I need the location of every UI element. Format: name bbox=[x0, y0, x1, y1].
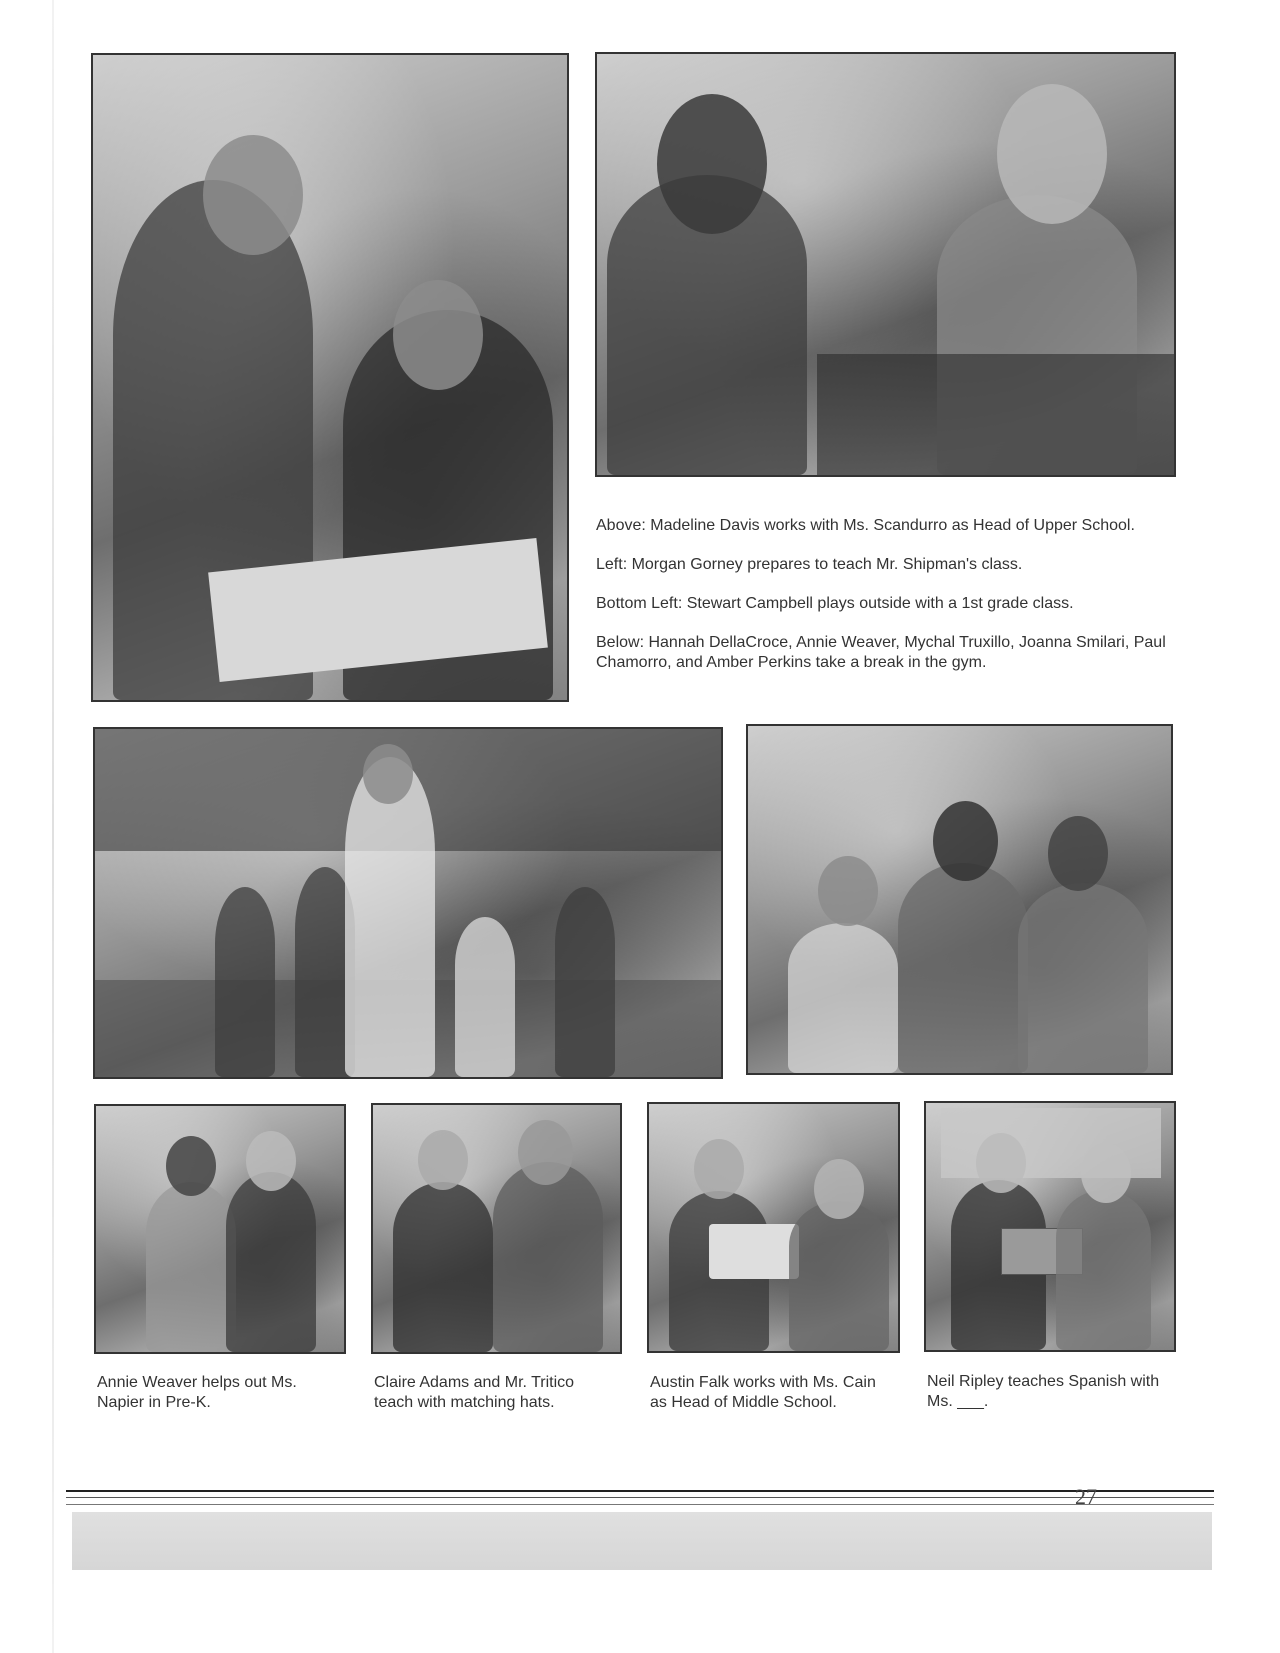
photo-neil-ripley bbox=[924, 1101, 1176, 1352]
photo-two-women-at-desk bbox=[595, 52, 1176, 477]
caption-bottom-left: Bottom Left: Stewart Campbell plays outside with a 1st grade class. bbox=[596, 595, 1074, 612]
photo-outside-with-children bbox=[93, 727, 723, 1079]
photo-austin-falk bbox=[647, 1102, 900, 1353]
footer-bar bbox=[72, 1512, 1212, 1570]
photo-two-men-at-desk bbox=[91, 53, 569, 702]
photo-annie-weaver bbox=[94, 1104, 346, 1354]
caption-claire-adams: Claire Adams and Mr. Tritico teach with matching hats. bbox=[374, 1374, 575, 1411]
footer-rule-bottom bbox=[66, 1504, 1214, 1505]
caption-neil-ripley: Neil Ripley teaches Spanish with Ms. ___. bbox=[927, 1373, 1160, 1410]
page-binding-edge bbox=[52, 0, 54, 1653]
footer-rule-middle bbox=[66, 1497, 1214, 1498]
page-number: 27 bbox=[1075, 1484, 1097, 1509]
footer-rule-top bbox=[66, 1490, 1214, 1492]
caption-left: Left: Morgan Gorney prepares to teach Mr. Shipman's class. bbox=[596, 556, 1023, 573]
caption-annie-weaver: Annie Weaver helps out Ms. Napier in Pre-K. bbox=[97, 1374, 297, 1411]
photo-students-in-gym bbox=[746, 724, 1173, 1075]
caption-austin-falk: Austin Falk works with Ms. Cain as Head of Middle School. bbox=[650, 1374, 876, 1411]
photo-claire-adams bbox=[371, 1103, 622, 1354]
top-captions bbox=[596, 516, 1196, 692]
caption-above: Above: Madeline Davis works with Ms. Scandurro as Head of Upper School. bbox=[596, 517, 1135, 534]
caption-below: Below: Hannah DellaCroce, Annie Weaver, Mychal Truxillo, Joanna Smilari, Paul Chamorro, and Amber Perkins take a break in the gym. bbox=[596, 634, 1166, 671]
